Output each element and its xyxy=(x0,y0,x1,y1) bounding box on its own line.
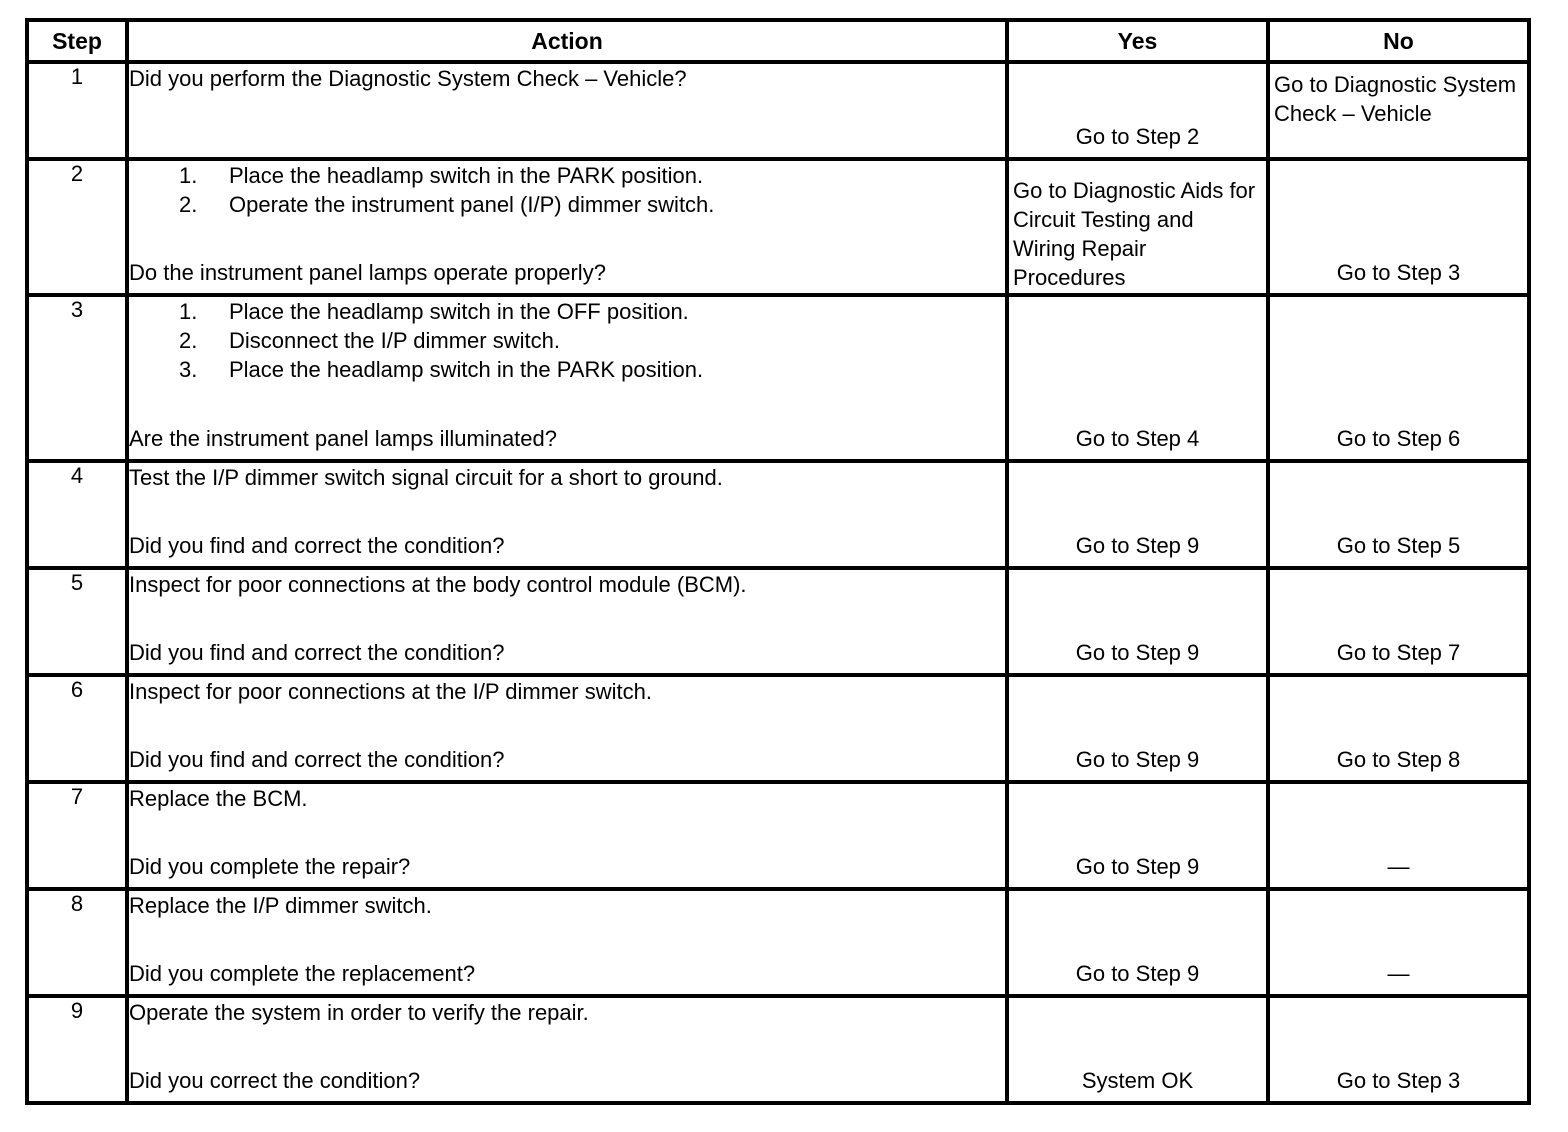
yes-cell: Go to Step 9 xyxy=(1075,854,1200,879)
action-cell xyxy=(127,782,1007,889)
action-question: Did you find and correct the condition? xyxy=(129,747,505,772)
diagnostic-table xyxy=(25,18,1531,1105)
header-yes: Yes xyxy=(1007,20,1268,62)
action-question: Are the instrument panel lamps illuminated? xyxy=(129,426,558,451)
header-no: No xyxy=(1268,20,1529,62)
table-row xyxy=(27,889,1529,996)
list-item: 1. Place the headlamp switch in the OFF position. xyxy=(179,299,689,324)
table-row xyxy=(27,782,1529,889)
action-question: Did you find and correct the condition? xyxy=(129,533,505,558)
action-question: Did you complete the repair? xyxy=(129,854,411,879)
no-cell: Go to Step 3 xyxy=(1336,260,1461,285)
action-cell xyxy=(127,62,1007,159)
table-row xyxy=(27,62,1529,159)
list-item: 2. Disconnect the I/P dimmer switch. xyxy=(179,328,560,353)
table-row xyxy=(27,996,1529,1103)
yes-cell: Go to Step 2 xyxy=(1075,124,1200,149)
no-cell: Go to Step 7 xyxy=(1336,640,1461,665)
table-row xyxy=(27,159,1529,295)
header-action: Action xyxy=(127,20,1007,62)
table-row xyxy=(27,295,1529,461)
action-instruction: Test the I/P dimmer switch signal circuit for a short to ground. xyxy=(129,465,723,490)
no-cell: Go to Step 5 xyxy=(1336,533,1461,558)
yes-cell: Go to Step 9 xyxy=(1075,961,1200,986)
table-row xyxy=(27,461,1529,568)
no-cell: Go to Diagnostic System Check – Vehicle xyxy=(1274,72,1517,126)
action-question: Did you correct the condition? xyxy=(129,1068,421,1093)
step-number: 1 xyxy=(27,62,127,159)
table-row xyxy=(27,675,1529,782)
step-number: 2 xyxy=(27,159,127,295)
yes-cell: Go to Step 9 xyxy=(1075,747,1200,772)
yes-cell: Go to Step 9 xyxy=(1075,640,1200,665)
action-instruction: Replace the I/P dimmer switch. xyxy=(129,893,432,918)
step-number: 8 xyxy=(27,889,127,996)
substep-list xyxy=(129,161,1005,219)
action-cell xyxy=(127,889,1007,996)
action-cell xyxy=(127,675,1007,782)
no-cell: — xyxy=(1387,854,1410,879)
yes-cell: System OK xyxy=(1081,1068,1194,1093)
no-cell: — xyxy=(1387,961,1410,986)
step-number: 4 xyxy=(27,461,127,568)
no-cell: Go to Step 3 xyxy=(1336,1068,1461,1093)
action-cell xyxy=(127,461,1007,568)
action-cell xyxy=(127,568,1007,675)
no-cell: Go to Step 6 xyxy=(1336,426,1461,451)
action-cell xyxy=(127,159,1007,295)
header-step: Step xyxy=(27,20,127,62)
list-item: 2. Operate the instrument panel (I/P) dimmer switch. xyxy=(179,192,715,217)
action-question: Did you complete the replacement? xyxy=(129,961,476,986)
action-cell xyxy=(127,996,1007,1103)
action-cell xyxy=(127,295,1007,461)
header-row xyxy=(27,20,1529,62)
action-question: Do the instrument panel lamps operate properly? xyxy=(129,260,606,285)
list-item: 3. Place the headlamp switch in the PARK position. xyxy=(179,357,704,382)
step-number: 6 xyxy=(27,675,127,782)
no-cell: Go to Step 8 xyxy=(1336,747,1461,772)
step-number: 9 xyxy=(27,996,127,1103)
yes-cell: Go to Step 9 xyxy=(1075,533,1200,558)
action-question: Did you find and correct the condition? xyxy=(129,640,505,665)
step-number: 5 xyxy=(27,568,127,675)
substep-list xyxy=(129,297,1005,384)
action-instruction: Inspect for poor connections at the body control module (BCM). xyxy=(129,572,747,597)
action-instruction: Inspect for poor connections at the I/P dimmer switch. xyxy=(129,679,652,704)
action-instruction: Replace the BCM. xyxy=(129,786,308,811)
step-number: 7 xyxy=(27,782,127,889)
action-instruction: Did you perform the Diagnostic System Check – Vehicle? xyxy=(129,66,687,91)
step-number: 3 xyxy=(27,295,127,461)
action-instruction: Operate the system in order to verify the repair. xyxy=(129,1000,589,1025)
yes-cell: Go to Step 4 xyxy=(1075,426,1200,451)
yes-cell: Go to Diagnostic Aids for Circuit Testing and Wiring Repair Procedures xyxy=(1013,178,1256,290)
table-row xyxy=(27,568,1529,675)
list-item: 1. Place the headlamp switch in the PARK position. xyxy=(179,163,704,188)
